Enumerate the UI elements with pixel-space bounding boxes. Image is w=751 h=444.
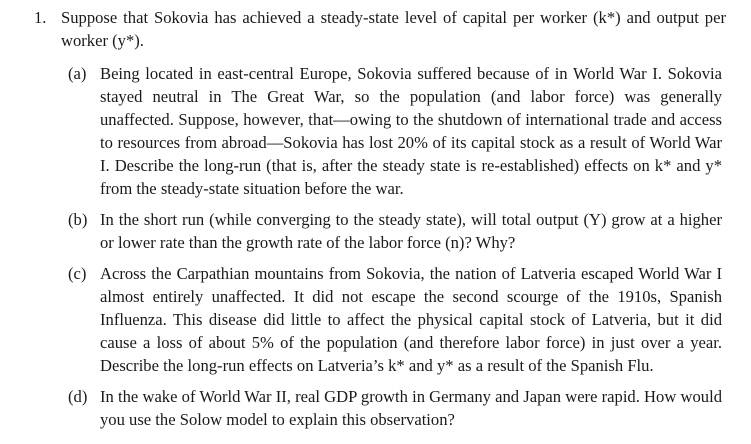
part-c-label: (c) <box>68 264 87 283</box>
part-d-label: (d) <box>68 387 88 406</box>
part-d <box>34 385 724 431</box>
part-a <box>34 62 724 200</box>
problem-stem: Suppose that Sokovia has achieved a steady-state level of capital per worker (k*) and output per worker (y*). <box>61 8 726 50</box>
part-a-label: (a) <box>68 64 87 83</box>
part-b <box>34 208 724 254</box>
part-b-text: In the short run (while converging to the steady state), will total output (Y) grow at a higher or lower rate than the growth rate of the labor force (n)? Why? <box>100 210 722 252</box>
part-b-label: (b) <box>68 210 88 229</box>
problem-parts <box>34 62 724 439</box>
part-c <box>34 262 724 377</box>
problem-number: 1. <box>34 8 47 27</box>
part-c-text: Across the Carpathian mountains from Sokovia, the nation of Latveria escaped World War I almost entirely unaffected. It did not escape the second scourge of the 1910s, Spanish Influenza. This disease did little to affect the physical capital stock of Latveria, but it did cause a loss of about 5% of the population (and therefore labor force) in just over a year. Describe the long-run effects on Latveria’s k* and y* as a result of the Spanish Flu. <box>100 264 722 375</box>
part-d-text: In the wake of World War II, real GDP growth in Germany and Japan were rapid. How would you use the Solow model to explain this observation? <box>100 387 722 429</box>
part-a-text: Being located in east-central Europe, Sokovia suffered because of in World War I. Sokovia stayed neutral in The Great War, so the population (and labor force) was generally unaffected. Suppose, however, that—owing to the shutdown of international trade and access to resources from abroad—Sokovia has lost 20% of its capital stock as a result of World War I. Describe the long-run (that is, after the steady state is re-established) effects on k* and y* from the steady-state situation before the war. <box>100 64 722 198</box>
